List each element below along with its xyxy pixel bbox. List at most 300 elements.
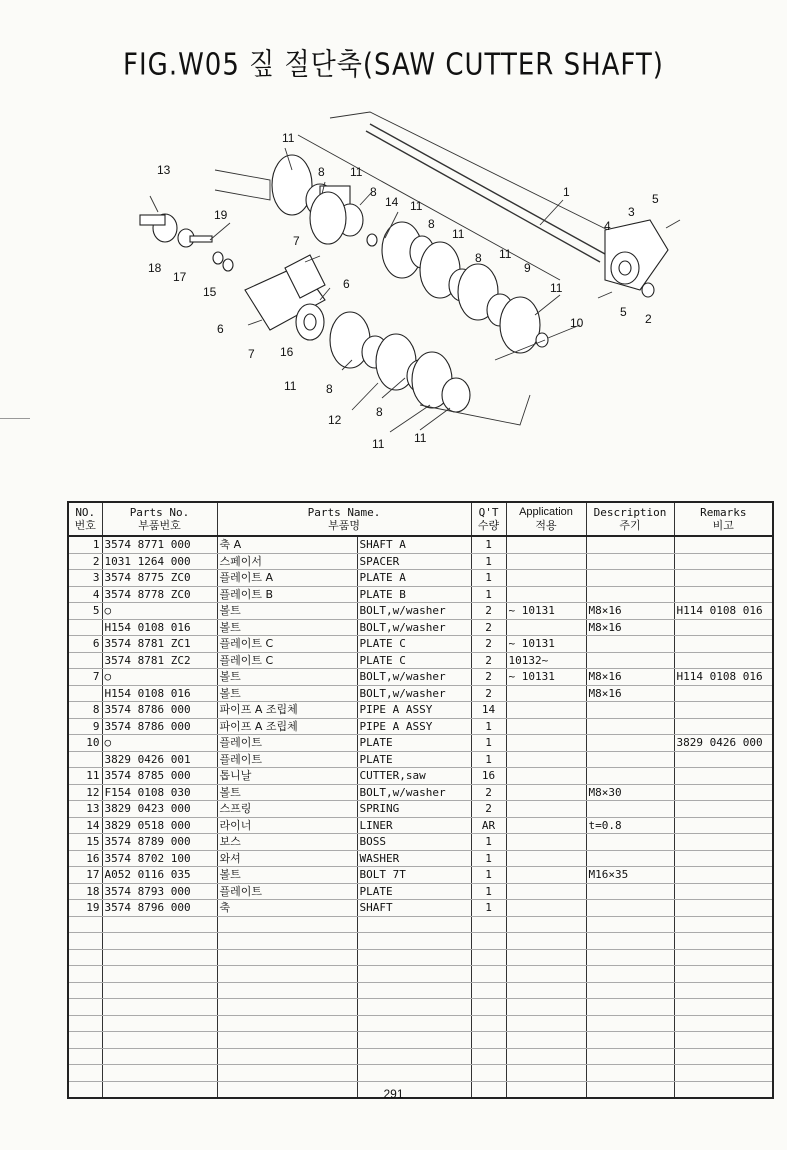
cell-empty (102, 999, 217, 1016)
cell-qt: 14 (471, 702, 506, 719)
cell-rem (674, 817, 773, 834)
cell-empty (471, 933, 506, 950)
cell-en: BOLT,w/washer (357, 685, 471, 702)
callout: 8 (318, 165, 325, 179)
cell-empty (102, 949, 217, 966)
cell-app (506, 570, 586, 587)
cell-no: 2 (68, 553, 102, 570)
cell-empty (102, 933, 217, 950)
cell-no: 1 (68, 536, 102, 553)
table-row-empty (68, 1065, 773, 1082)
cell-qt: 1 (471, 883, 506, 900)
cell-empty (217, 1015, 357, 1032)
cell-empty (217, 1065, 357, 1082)
cell-no: 13 (68, 801, 102, 818)
cell-qt: 2 (471, 603, 506, 620)
table-row (68, 751, 773, 768)
cell-empty (471, 1015, 506, 1032)
cell-qt: 1 (471, 735, 506, 752)
cell-desc (586, 652, 674, 669)
cell-desc (586, 850, 674, 867)
cell-app (506, 751, 586, 768)
cell-part: 3574 8796 000 (102, 900, 217, 917)
table-row (68, 669, 773, 686)
table-row (68, 570, 773, 587)
table-row (68, 536, 773, 553)
cell-no: 18 (68, 883, 102, 900)
callout: 6 (217, 322, 224, 336)
table-row (68, 768, 773, 785)
cell-desc (586, 570, 674, 587)
cell-empty (357, 949, 471, 966)
cell-empty (217, 1048, 357, 1065)
cell-rem (674, 850, 773, 867)
cell-empty (674, 1048, 773, 1065)
table-row (68, 850, 773, 867)
cell-qt: 1 (471, 553, 506, 570)
cell-app (506, 900, 586, 917)
cell-kr: 플레이트 C (217, 636, 357, 653)
cell-part: 3574 8786 000 (102, 718, 217, 735)
cell-empty (357, 1048, 471, 1065)
cell-empty (68, 966, 102, 983)
cell-rem (674, 718, 773, 735)
cell-part: ○ (102, 735, 217, 752)
cell-qt: 2 (471, 652, 506, 669)
callout: 11 (410, 199, 423, 213)
cell-qt: 1 (471, 570, 506, 587)
cell-empty (506, 1048, 586, 1065)
cell-empty (68, 1032, 102, 1049)
cell-kr: 스페이서 (217, 553, 357, 570)
table-row-empty (68, 916, 773, 933)
cell-rem (674, 900, 773, 917)
cell-desc: M16×35 (586, 867, 674, 884)
cell-empty (217, 949, 357, 966)
cell-kr: 축 A (217, 536, 357, 553)
cell-app (506, 801, 586, 818)
cell-rem: H114 0108 016 (674, 603, 773, 620)
header-remarks: Remarks 비고 (674, 502, 773, 536)
cell-rem (674, 619, 773, 636)
cell-part: 1031 1264 000 (102, 553, 217, 570)
cell-empty (586, 966, 674, 983)
cell-empty (217, 933, 357, 950)
cell-en: WASHER (357, 850, 471, 867)
cell-app (506, 850, 586, 867)
header-parts-name: Parts Name. 부품명 (217, 502, 471, 536)
callout: 6 (343, 277, 350, 291)
callout: 8 (376, 405, 383, 419)
cell-empty (102, 1032, 217, 1049)
cell-empty (357, 966, 471, 983)
cell-qt: 1 (471, 586, 506, 603)
cell-empty (102, 916, 217, 933)
table-row (68, 784, 773, 801)
cell-no: 12 (68, 784, 102, 801)
cell-part: ○ (102, 669, 217, 686)
cell-part: H154 0108 016 (102, 619, 217, 636)
cell-kr: 톱니날 (217, 768, 357, 785)
cell-empty (68, 933, 102, 950)
cell-app (506, 784, 586, 801)
table-row (68, 685, 773, 702)
exploded-view-diagram (0, 100, 787, 480)
cell-no (68, 652, 102, 669)
callout: 13 (157, 163, 171, 177)
cell-empty (506, 966, 586, 983)
cell-no: 19 (68, 900, 102, 917)
cell-no (68, 619, 102, 636)
cell-desc (586, 900, 674, 917)
cell-empty (357, 982, 471, 999)
cell-qt: 16 (471, 768, 506, 785)
cell-rem (674, 685, 773, 702)
header-description: Description 주기 (586, 502, 674, 536)
cell-rem (674, 883, 773, 900)
cell-en: SHAFT A (357, 536, 471, 553)
cell-app (506, 867, 586, 884)
cell-app: 10132~ (506, 652, 586, 669)
cell-kr: 플레이트 (217, 883, 357, 900)
callout: 8 (475, 251, 482, 265)
cell-qt: 2 (471, 619, 506, 636)
cell-part: 3829 0423 000 (102, 801, 217, 818)
cell-en: BOLT 7T (357, 867, 471, 884)
callout: 11 (550, 281, 563, 295)
cell-qt: 1 (471, 850, 506, 867)
cell-app (506, 619, 586, 636)
cell-kr: 보스 (217, 834, 357, 851)
cell-desc (586, 718, 674, 735)
cell-kr: 라이너 (217, 817, 357, 834)
table-row-empty (68, 999, 773, 1016)
cell-kr: 와셔 (217, 850, 357, 867)
cell-app (506, 702, 586, 719)
cell-qt: 1 (471, 834, 506, 851)
callout: 7 (293, 234, 300, 248)
cell-empty (471, 1065, 506, 1082)
cell-empty (68, 999, 102, 1016)
table-row (68, 619, 773, 636)
cell-kr: 플레이트 A (217, 570, 357, 587)
cell-qt: 2 (471, 801, 506, 818)
cell-rem: 3829 0426 000 (674, 735, 773, 752)
cell-empty (674, 1065, 773, 1082)
cell-desc (586, 801, 674, 818)
cell-empty (357, 933, 471, 950)
cell-empty (674, 1032, 773, 1049)
cell-no: 4 (68, 586, 102, 603)
callout: 16 (280, 345, 294, 359)
cell-empty (674, 916, 773, 933)
cell-qt: 2 (471, 685, 506, 702)
table-row-empty (68, 982, 773, 999)
cell-kr: 볼트 (217, 669, 357, 686)
cell-en: SPACER (357, 553, 471, 570)
cell-part: A052 0116 035 (102, 867, 217, 884)
cell-rem (674, 784, 773, 801)
cell-kr: 파이프 A 조립체 (217, 702, 357, 719)
cell-part: 3574 8789 000 (102, 834, 217, 851)
cell-rem (674, 570, 773, 587)
cell-empty (586, 1065, 674, 1082)
header-qt: Q'T 수량 (471, 502, 506, 536)
table-row (68, 586, 773, 603)
cell-part: 3574 8775 ZC0 (102, 570, 217, 587)
cell-qt: 1 (471, 867, 506, 884)
cell-empty (586, 933, 674, 950)
table-row (68, 735, 773, 752)
callout: 11 (414, 431, 427, 445)
cell-part: 3829 0426 001 (102, 751, 217, 768)
callout: 12 (328, 413, 342, 427)
callout: 19 (214, 208, 228, 222)
table-row (68, 900, 773, 917)
cell-kr: 볼트 (217, 685, 357, 702)
cell-en: LINER (357, 817, 471, 834)
cell-empty (471, 949, 506, 966)
table-header (68, 502, 773, 536)
cell-rem (674, 867, 773, 884)
cell-desc (586, 586, 674, 603)
cell-en: PLATE (357, 735, 471, 752)
cell-empty (506, 982, 586, 999)
cell-empty (68, 982, 102, 999)
cell-en: SHAFT (357, 900, 471, 917)
cell-app: ~ 10131 (506, 669, 586, 686)
cell-empty (357, 1032, 471, 1049)
cell-no (68, 685, 102, 702)
callout: 5 (620, 305, 627, 319)
cell-empty (217, 1032, 357, 1049)
callout: 10 (570, 316, 584, 330)
cell-no: 15 (68, 834, 102, 851)
cell-empty (506, 949, 586, 966)
table-row-empty (68, 1032, 773, 1049)
cell-rem (674, 652, 773, 669)
cell-en: BOLT,w/washer (357, 669, 471, 686)
cell-desc (586, 768, 674, 785)
cell-empty (506, 1015, 586, 1032)
cell-qt: 1 (471, 536, 506, 553)
cell-kr: 볼트 (217, 603, 357, 620)
cell-kr: 축 (217, 900, 357, 917)
cell-no: 9 (68, 718, 102, 735)
cell-empty (471, 1048, 506, 1065)
cell-en: PLATE C (357, 652, 471, 669)
cell-en: BOLT,w/washer (357, 619, 471, 636)
cell-part: 3574 8781 ZC1 (102, 636, 217, 653)
cell-kr: 볼트 (217, 619, 357, 636)
cell-no: 5 (68, 603, 102, 620)
cell-empty (674, 949, 773, 966)
cell-empty (506, 933, 586, 950)
cell-desc: t=0.8 (586, 817, 674, 834)
cell-part: 3574 8778 ZC0 (102, 586, 217, 603)
cell-empty (102, 982, 217, 999)
callout: 11 (372, 437, 385, 451)
cell-desc: M8×30 (586, 784, 674, 801)
cell-qt: AR (471, 817, 506, 834)
cell-part: 3574 8771 000 (102, 536, 217, 553)
cell-empty (471, 916, 506, 933)
callout: 3 (628, 205, 635, 219)
cell-app (506, 883, 586, 900)
cell-app (506, 817, 586, 834)
plate-c-boss-assembly (245, 255, 325, 340)
cell-empty (586, 1015, 674, 1032)
table-row (68, 718, 773, 735)
table-row-empty (68, 949, 773, 966)
cell-empty (471, 982, 506, 999)
callout-labels (148, 131, 659, 451)
cell-kr: 플레이트 (217, 751, 357, 768)
cell-rem (674, 801, 773, 818)
callout: 4 (604, 219, 611, 233)
cell-desc (586, 751, 674, 768)
table-row (68, 652, 773, 669)
cell-qt: 1 (471, 900, 506, 917)
cell-rem (674, 768, 773, 785)
cell-empty (357, 1015, 471, 1032)
cell-empty (674, 982, 773, 999)
cell-empty (471, 966, 506, 983)
table-row (68, 636, 773, 653)
cell-desc (586, 735, 674, 752)
table-row (68, 553, 773, 570)
cell-part: F154 0108 030 (102, 784, 217, 801)
callout: 11 (282, 131, 295, 145)
cell-app (506, 553, 586, 570)
cell-qt: 2 (471, 636, 506, 653)
cell-empty (674, 966, 773, 983)
page-title: FIG.W05 짚 절단축(SAW CUTTER SHAFT) (123, 48, 664, 83)
cell-en: PIPE A ASSY (357, 702, 471, 719)
header-no: NO. 번호 (68, 502, 102, 536)
cell-empty (674, 1015, 773, 1032)
header-application: Application 적용 (506, 502, 586, 536)
cell-en: BOLT,w/washer (357, 784, 471, 801)
cell-app (506, 586, 586, 603)
cell-part: 3574 8785 000 (102, 768, 217, 785)
cell-empty (506, 916, 586, 933)
cell-empty (586, 916, 674, 933)
cell-empty (674, 933, 773, 950)
table-row-empty (68, 933, 773, 950)
cell-empty (506, 1065, 586, 1082)
cell-empty (217, 999, 357, 1016)
table-row (68, 867, 773, 884)
cell-no: 17 (68, 867, 102, 884)
cell-part: 3574 8793 000 (102, 883, 217, 900)
parts-table (67, 501, 774, 1099)
cell-empty (586, 949, 674, 966)
cell-kr: 스프링 (217, 801, 357, 818)
cell-kr: 볼트 (217, 867, 357, 884)
table-row (68, 817, 773, 834)
cell-empty (506, 999, 586, 1016)
cell-empty (217, 966, 357, 983)
cell-no: 14 (68, 817, 102, 834)
table-row-empty (68, 966, 773, 983)
cell-app (506, 834, 586, 851)
cell-app (506, 768, 586, 785)
cell-qt: 1 (471, 751, 506, 768)
cell-en: CUTTER,saw (357, 768, 471, 785)
cell-empty (102, 966, 217, 983)
cell-qt: 1 (471, 718, 506, 735)
cell-rem (674, 636, 773, 653)
cell-part: H154 0108 016 (102, 685, 217, 702)
cell-no: 7 (68, 669, 102, 686)
cell-empty (586, 982, 674, 999)
cell-no: 8 (68, 702, 102, 719)
cell-app (506, 735, 586, 752)
cell-desc (586, 636, 674, 653)
callout: 14 (385, 195, 399, 209)
cell-qt: 2 (471, 669, 506, 686)
callout: 17 (173, 270, 187, 284)
cell-part: 3574 8786 000 (102, 702, 217, 719)
cell-app (506, 718, 586, 735)
callout: 7 (248, 347, 255, 361)
cell-en: PLATE B (357, 586, 471, 603)
cell-app (506, 685, 586, 702)
cell-en: PIPE A ASSY (357, 718, 471, 735)
cell-empty (68, 949, 102, 966)
cell-empty (586, 1048, 674, 1065)
cell-empty (357, 916, 471, 933)
table-row (68, 603, 773, 620)
callout: 18 (148, 261, 162, 275)
cell-desc: M8×16 (586, 669, 674, 686)
cell-empty (357, 999, 471, 1016)
cell-rem (674, 536, 773, 553)
cell-kr: 볼트 (217, 784, 357, 801)
cell-empty (217, 916, 357, 933)
cell-no: 11 (68, 768, 102, 785)
cell-rem: H114 0108 016 (674, 669, 773, 686)
margin-mark (0, 418, 30, 419)
cell-no: 16 (68, 850, 102, 867)
cell-part: 3574 8702 100 (102, 850, 217, 867)
cell-desc: M8×16 (586, 685, 674, 702)
cell-empty (674, 999, 773, 1016)
cell-empty (506, 1032, 586, 1049)
cell-empty (102, 1015, 217, 1032)
cell-en: PLATE (357, 751, 471, 768)
cell-empty (68, 1015, 102, 1032)
cell-en: SPRING (357, 801, 471, 818)
cell-no: 6 (68, 636, 102, 653)
cell-kr: 파이프 A 조립체 (217, 718, 357, 735)
table-row (68, 702, 773, 719)
callout: 2 (645, 312, 652, 326)
cell-en: PLATE C (357, 636, 471, 653)
cell-desc (586, 536, 674, 553)
callout: 8 (326, 382, 333, 396)
cell-en: BOLT,w/washer (357, 603, 471, 620)
cell-app (506, 536, 586, 553)
cell-empty (68, 1048, 102, 1065)
cell-kr: 플레이트 (217, 735, 357, 752)
cell-rem (674, 586, 773, 603)
cell-rem (674, 834, 773, 851)
callout: 1 (563, 185, 570, 199)
cell-part: 3829 0518 000 (102, 817, 217, 834)
callout: 11 (284, 379, 297, 393)
